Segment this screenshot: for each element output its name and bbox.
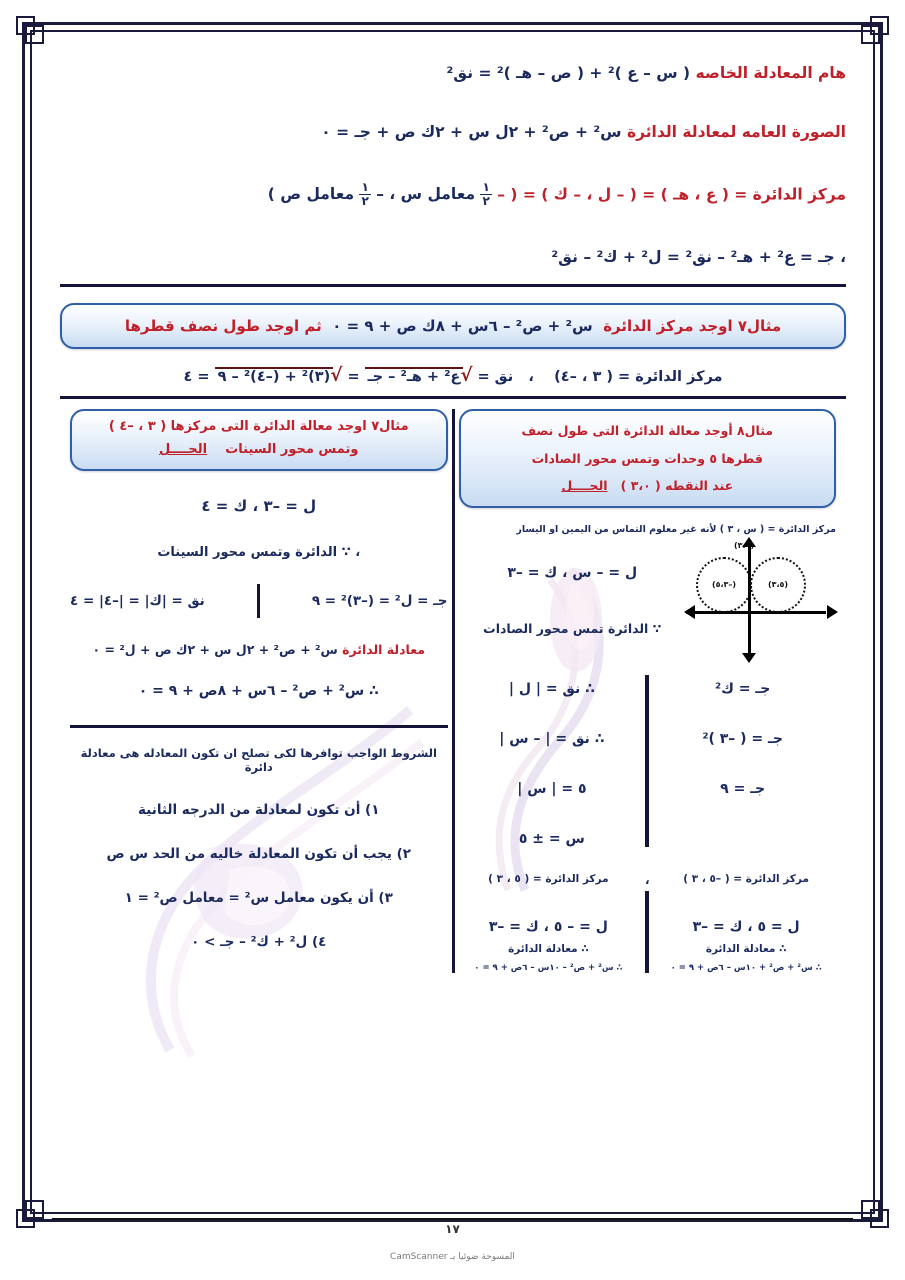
example8-note: مركز الدائرة = ( س ، ٣ ) لأنه غير معلوم التماس من اليمين او اليسار xyxy=(516,523,836,535)
x-axis-arrow-right xyxy=(827,605,838,619)
column-left xyxy=(452,409,847,973)
example7-top-center: مركز الدائرة = ( ٣ ، –٤) xyxy=(554,369,723,386)
case-right-center: مركز الدائرة = ( ٥ ، ٣ ) xyxy=(488,872,609,885)
rule-center-prefix: مركز الدائرة = ( ع ، هـ ) = ( – ل ، – ك ) = ( – xyxy=(497,185,846,204)
rule-general-body: س² + ص² + ٢ل س + ٢ك ص + جـ = ٠ xyxy=(321,122,622,141)
example7-right-title: مثال٧ xyxy=(371,419,409,435)
example8-line2: قطرها ٥ وحدات وتمس محور الصادات xyxy=(531,450,763,466)
column-right xyxy=(60,409,452,973)
case-right-equation: ∴ س² + ص² – ١٠س – ٦ص + ٩ = ٠ xyxy=(474,962,623,973)
page-content xyxy=(60,48,846,1198)
example7-top-radius-expr1: ع² + هـ² – جـ xyxy=(365,367,464,385)
example8-prompt: أوجد معالة الدائرة التى طول نصف xyxy=(521,423,733,439)
example7-right-step5: ∴ س² + ص² – ٦س + ٨ص + ٩ = ٠ xyxy=(138,682,379,699)
case-left-equation: ∴ س² + ص² + ١٠س – ٦ص + ٩ = ٠ xyxy=(670,962,822,973)
sqrt-icon-2: √(٣)² + (–٤)² – ٩ xyxy=(215,363,343,386)
diagram-point-label: (٣،٠) xyxy=(734,540,755,550)
example8-substeps-left xyxy=(649,675,836,847)
example7-top-text xyxy=(74,313,832,339)
rule-center-tail: معامل ص ) xyxy=(267,185,355,204)
example7-right-step4-body: س² + ص² + ٢ل س + ٢ك ص + ل² = ٠ xyxy=(92,641,338,657)
case-left-eq-label: ∴ معادلة الدائرة xyxy=(705,942,787,955)
inline-divider-3 xyxy=(645,891,649,973)
example7-right-step3-row xyxy=(70,584,448,618)
example7-top-prompt: اوجد مركز الدائرة xyxy=(603,317,733,336)
example8-prompt3: عند النقطه ( ٣،٠ ) xyxy=(620,478,734,494)
example8-box xyxy=(459,409,837,508)
fraction-numerator: ١ xyxy=(482,180,490,195)
case-left-center: مركز الدائرة = ( –٥ ، ٣ ) xyxy=(683,872,809,885)
rule-constant-c: ، جـ = ع² + هـ² – نق² = ل² + ك² – نق² xyxy=(551,247,846,266)
fraction-denominator: ٢ xyxy=(482,193,490,208)
rule-center-mid: معامل س ، – xyxy=(376,185,476,204)
diagram-circle-left: (–٥،٣) xyxy=(696,557,752,613)
example8-left-step-1: جـ = ك² xyxy=(714,680,771,697)
example7-top-result: = ٤ xyxy=(183,369,210,386)
example7-top-equals: = xyxy=(347,369,360,386)
example8-case-left xyxy=(656,873,836,973)
condition-item-2: ٢) يجب أن تكون المعادلة خاليه من الحد س ص xyxy=(106,845,412,862)
divider-mid xyxy=(60,396,846,399)
fraction-one-half-y xyxy=(359,181,370,207)
case-right-eq-label: ∴ معادلة الدائرة xyxy=(508,942,589,955)
rule-general-form xyxy=(60,123,846,142)
example7-right-step3-right: نق = |ك| = |–٤| = ٤ xyxy=(70,592,205,609)
example8-case-right xyxy=(459,873,639,973)
example8-cases-row xyxy=(459,873,837,973)
rule-center-formula xyxy=(60,181,846,207)
fraction-numerator-2: ١ xyxy=(361,180,369,195)
cases-comma: ، xyxy=(644,872,650,887)
condition-item-1: ١) أن تكون لمعادلة من الدرجه الثانية xyxy=(138,801,380,818)
coordinate-axes-diagram xyxy=(686,539,836,659)
example7-top-title: مثال٧ xyxy=(737,317,782,336)
sqrt-icon-1: √ع² + هـ² – جـ xyxy=(365,363,473,386)
example7-right-step3-left: جـ = ل² = (–٣)² = ٩ xyxy=(311,592,448,609)
cases-divider-wrap xyxy=(638,873,656,973)
example8-step-lk: ل = – س ، ك = –٣ xyxy=(507,564,638,581)
example7-top-tail: ثم اوجد طول نصف قطرها xyxy=(124,317,322,336)
example8-right-step-1: ∴ نق = | ل | xyxy=(508,680,595,697)
example7-right-solution-word: الحــــل xyxy=(159,442,208,458)
x-axis xyxy=(686,611,826,614)
example7-top-solution xyxy=(60,363,846,386)
footer-rule xyxy=(52,1218,853,1220)
rule-special-label: هام المعادلة الخاصه xyxy=(695,64,846,82)
example8-substeps-right xyxy=(459,675,646,847)
conditions-heading: الشروط الواجب توافرها لكى تصلح ان تكون المعادله هى معادلة دائرة xyxy=(80,745,437,774)
example7-right-box xyxy=(70,409,448,470)
example7-right-text2-row xyxy=(80,438,438,463)
rule-special-equation xyxy=(60,64,846,83)
example7-top-radius-expr2: (٣)² + (–٤)² – ٩ xyxy=(215,367,334,385)
condition-item-3: ٣) أن يكون معامل س² = معامل ص² = ١ xyxy=(124,889,393,906)
x-axis-arrow-left xyxy=(684,605,695,619)
camscanner-watermark: المسوحة ضوئيا بـ CamScanner xyxy=(390,1252,515,1262)
example8-right-step-4: س = ± ٥ xyxy=(518,830,585,847)
y-axis xyxy=(748,545,751,657)
example7-right-step2: ، ∵ الدائرة وتمس محور السينات xyxy=(157,544,361,560)
y-axis-arrow-down xyxy=(742,653,756,663)
rule-general-label: الصورة العامه لمعادلة الدائرة xyxy=(626,122,846,141)
divider-top xyxy=(60,284,846,287)
example8-line3 xyxy=(471,472,825,500)
diagram-circle-right: (٣،٥) xyxy=(750,557,806,613)
example7-top-box xyxy=(60,303,846,349)
example7-right-step4 xyxy=(70,642,448,657)
fraction-one-half-x xyxy=(480,181,491,207)
example7-top-equation: س² + ص² – ٦س + ٨ك ص + ٩ = ٠ xyxy=(332,317,593,336)
example8-left-step-2: جـ = ( –٣ )² xyxy=(702,730,783,747)
page-number: ١٧ xyxy=(445,1222,460,1236)
corner-ornament-top-right xyxy=(855,16,889,50)
example8-right-step-2: ∴ نق = | – س | xyxy=(499,730,605,747)
example7-top-comma: ، xyxy=(528,369,534,386)
example8-line1 xyxy=(471,417,825,445)
example8-left-step-3: جـ = ٩ xyxy=(720,780,766,797)
condition-item-4: ٤) ل² + ك² – جـ > ٠ xyxy=(191,933,327,950)
inline-divider-2 xyxy=(645,675,649,847)
example7-right-text xyxy=(80,417,438,438)
case-left-values: ل = ٥ ، ك = –٣ xyxy=(692,918,800,935)
example8-solution-word: الحــــل xyxy=(561,478,608,494)
example7-right-step1: ل = –٣ ، ك = ٤ xyxy=(201,496,317,515)
example8-title: مثال٨ xyxy=(737,423,774,439)
rule-special-body: ( س – ع )² + ( ص – هـ )² = نق² xyxy=(446,64,691,82)
fraction-denominator-2: ٢ xyxy=(361,193,369,208)
example8-diagram-row xyxy=(459,539,837,659)
example7-right-prompt: اوجد معالة الدائرة التى مركزها ( ٣ ، –٤ ) xyxy=(108,419,367,435)
example7-right-prompt2: وتمس محور السينات xyxy=(225,442,359,458)
example7-top-radius-label: نق = xyxy=(477,369,514,386)
example8-substeps-row xyxy=(459,675,837,847)
two-column-section xyxy=(60,409,846,973)
example8-right-step-3: ٥ = | س | xyxy=(517,780,587,797)
case-right-values: ل = – ٥ ، ك = –٣ xyxy=(488,918,608,935)
divider-conditions xyxy=(70,725,448,728)
example8-steps-col xyxy=(459,539,687,636)
corner-ornament-top-left xyxy=(16,16,50,50)
inline-divider-1 xyxy=(257,584,260,618)
example8-step-tangent: ∵ الدائرة تمس محور الصادات xyxy=(483,620,662,636)
example7-right-step4-label: معادلة الدائرة xyxy=(342,641,425,657)
